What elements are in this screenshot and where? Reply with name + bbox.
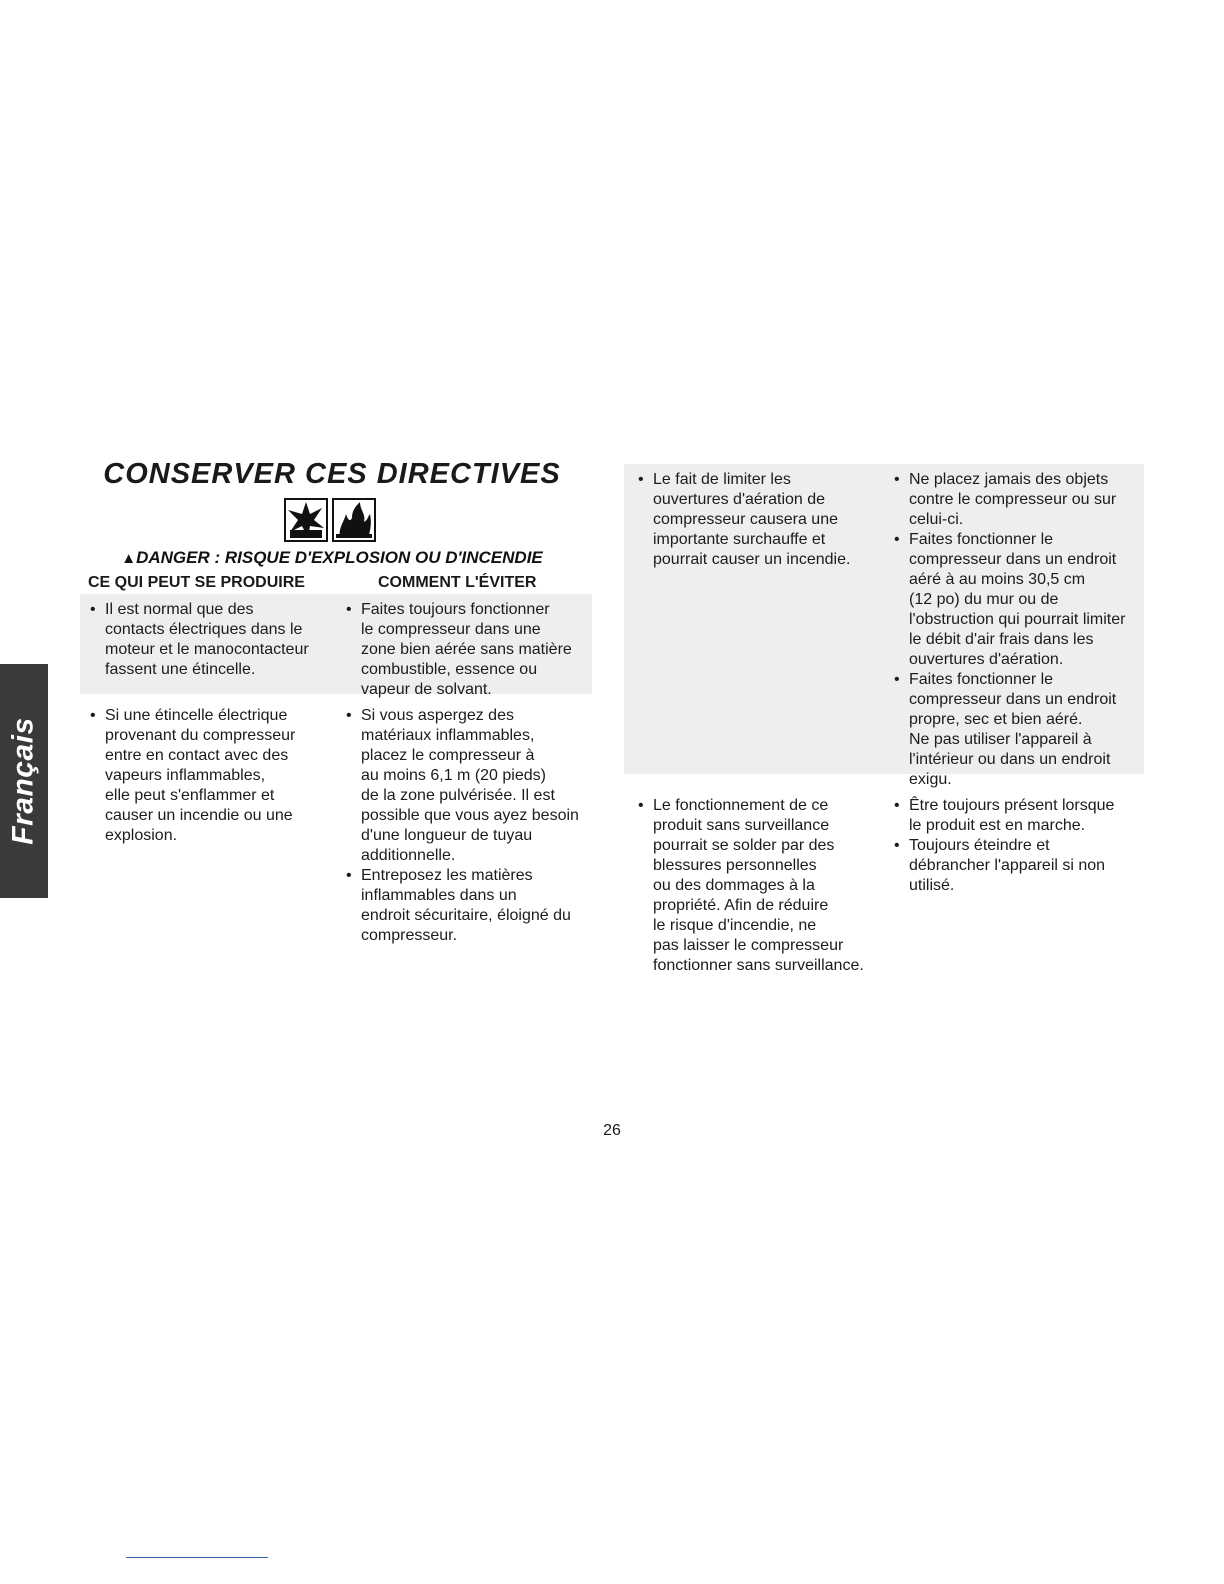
fire-icon [332, 498, 376, 542]
bullet-item [344, 600, 572, 700]
text-line: le risque d'incendie, ne [653, 917, 817, 934]
danger-text: DANGER : RISQUE D'EXPLOSION OU D'INCENDIE [136, 548, 543, 567]
text-line: compresseur. [361, 927, 458, 944]
text-line: vapeur de solvant. [361, 681, 492, 698]
bullet-item [88, 706, 295, 846]
text-line: placez le compresseur à [361, 747, 535, 764]
text-line: matériaux inflammables, [361, 727, 535, 744]
text-line: • Toujours éteindre et [909, 837, 1050, 854]
text-line: exigu. [909, 771, 952, 788]
text-line: vapeurs inflammables, [105, 767, 266, 784]
bullet-item [636, 796, 864, 976]
explosion-icon [284, 498, 328, 542]
text-line: propre, sec et bien aéré. [909, 711, 1083, 728]
hazard-block-4 [636, 796, 864, 976]
text-line: ouvertures d'aération. [909, 651, 1064, 668]
text-line: • Le fonctionnement de ce [653, 797, 829, 814]
prevention-block-4 [892, 796, 1114, 896]
text-line: • Faites toujours fonctionner [361, 601, 550, 618]
page-title: CONSERVER CES DIRECTIVES [103, 458, 561, 490]
text-line: le compresseur dans une [361, 621, 541, 638]
text-line: additionnelle. [361, 847, 456, 864]
text-line: de la zone pulvérisée. Il est [361, 787, 555, 804]
text-line: • Il est normal que des [105, 601, 254, 618]
text-line: pourrait se solder par des [653, 837, 835, 854]
text-line: utilisé. [909, 877, 955, 894]
column-header-prevention: COMMENT L'ÉVITER [378, 574, 537, 591]
text-line: • Le fait de limiter les [653, 471, 791, 488]
text-line: moteur et le manocontacteur [105, 641, 309, 658]
bullet-item [892, 670, 1125, 790]
language-side-tab [0, 664, 48, 898]
bullet-item [88, 600, 309, 680]
text-line: inflammables dans un [361, 887, 517, 904]
text-line: débrancher l'appareil si non [909, 857, 1106, 874]
prevention-block-1 [344, 600, 572, 700]
text-line: compresseur causera une [653, 511, 838, 528]
bullet-item [636, 470, 850, 570]
text-line: • Ne placez jamais des objets [909, 471, 1109, 488]
hazard-block-3 [636, 470, 850, 570]
text-line: ou des dommages à la [653, 877, 815, 894]
hazard-block-1 [88, 600, 309, 680]
text-line: • Être toujours présent lorsque [909, 797, 1115, 814]
text-line: possible que vous ayez besoin [361, 807, 579, 824]
text-line: le débit d'air frais dans les [909, 631, 1094, 648]
hazard-icons [284, 498, 376, 542]
text-line: aéré à au moins 30,5 cm [909, 571, 1086, 588]
text-line: pas laisser le compresseur [653, 937, 844, 954]
bullet-item [892, 796, 1114, 836]
prevention-block-2 [344, 706, 579, 946]
text-line: • Entreposez les matières [361, 867, 533, 884]
text-line: contacts électriques dans le [105, 621, 303, 638]
text-line: pourrait causer un incendie. [653, 551, 851, 568]
text-line: le produit est en marche. [909, 817, 1086, 834]
text-line: (12 po) du mur ou de [909, 591, 1059, 608]
column-header-hazard: CE QUI PEUT SE PRODUIRE [88, 574, 305, 591]
text-line: fassent une étincelle. [105, 661, 256, 678]
text-line: provenant du compresseur [105, 727, 296, 744]
language-tab-label: Français [7, 717, 40, 845]
text-line: contre le compresseur ou sur [909, 491, 1117, 508]
text-line: blessures personnelles [653, 857, 817, 874]
text-line: l'obstruction qui pourrait limiter [909, 611, 1126, 628]
bullet-item [344, 706, 579, 866]
text-line: produit sans surveillance [653, 817, 830, 834]
text-line: • Faites fonctionner le [909, 671, 1054, 688]
text-line: • Si une étincelle électrique [105, 707, 288, 724]
text-line: compresseur dans un endroit [909, 551, 1117, 568]
footer-rule [126, 1557, 268, 1558]
text-line: zone bien aérée sans matière [361, 641, 572, 658]
text-line: compresseur dans un endroit [909, 691, 1117, 708]
text-line: endroit sécuritaire, éloigné du [361, 907, 571, 924]
text-line: propriété. Afin de réduire [653, 897, 829, 914]
text-line: celui-ci. [909, 511, 964, 528]
page-number: 26 [603, 1122, 621, 1139]
text-line: Ne pas utiliser l'appareil à [909, 731, 1092, 748]
hazard-block-2 [88, 706, 295, 846]
text-line: l'intérieur ou dans un endroit [909, 751, 1111, 768]
text-line: causer un incendie ou une [105, 807, 293, 824]
bullet-item [892, 470, 1125, 530]
text-line: entre en contact avec des [105, 747, 289, 764]
text-line: ouvertures d'aération de [653, 491, 826, 508]
warning-triangle-icon: ▲ [121, 550, 137, 567]
text-line: importante surchauffe et [653, 531, 826, 548]
bullet-item [892, 836, 1114, 896]
text-line: combustible, essence ou [361, 661, 538, 678]
text-line: elle peut s'enflammer et [105, 787, 275, 804]
bullet-item [892, 530, 1125, 670]
prevention-block-3 [892, 470, 1125, 790]
text-line: explosion. [105, 827, 178, 844]
text-line: au moins 6,1 m (20 pieds) [361, 767, 546, 784]
text-line: • Si vous aspergez des [361, 707, 514, 724]
text-line: • Faites fonctionner le [909, 531, 1054, 548]
text-line: fonctionner sans surveillance. [653, 957, 864, 974]
text-line: d'une longueur de tuyau [361, 827, 533, 844]
danger-heading [92, 548, 572, 568]
bullet-item [344, 866, 579, 946]
